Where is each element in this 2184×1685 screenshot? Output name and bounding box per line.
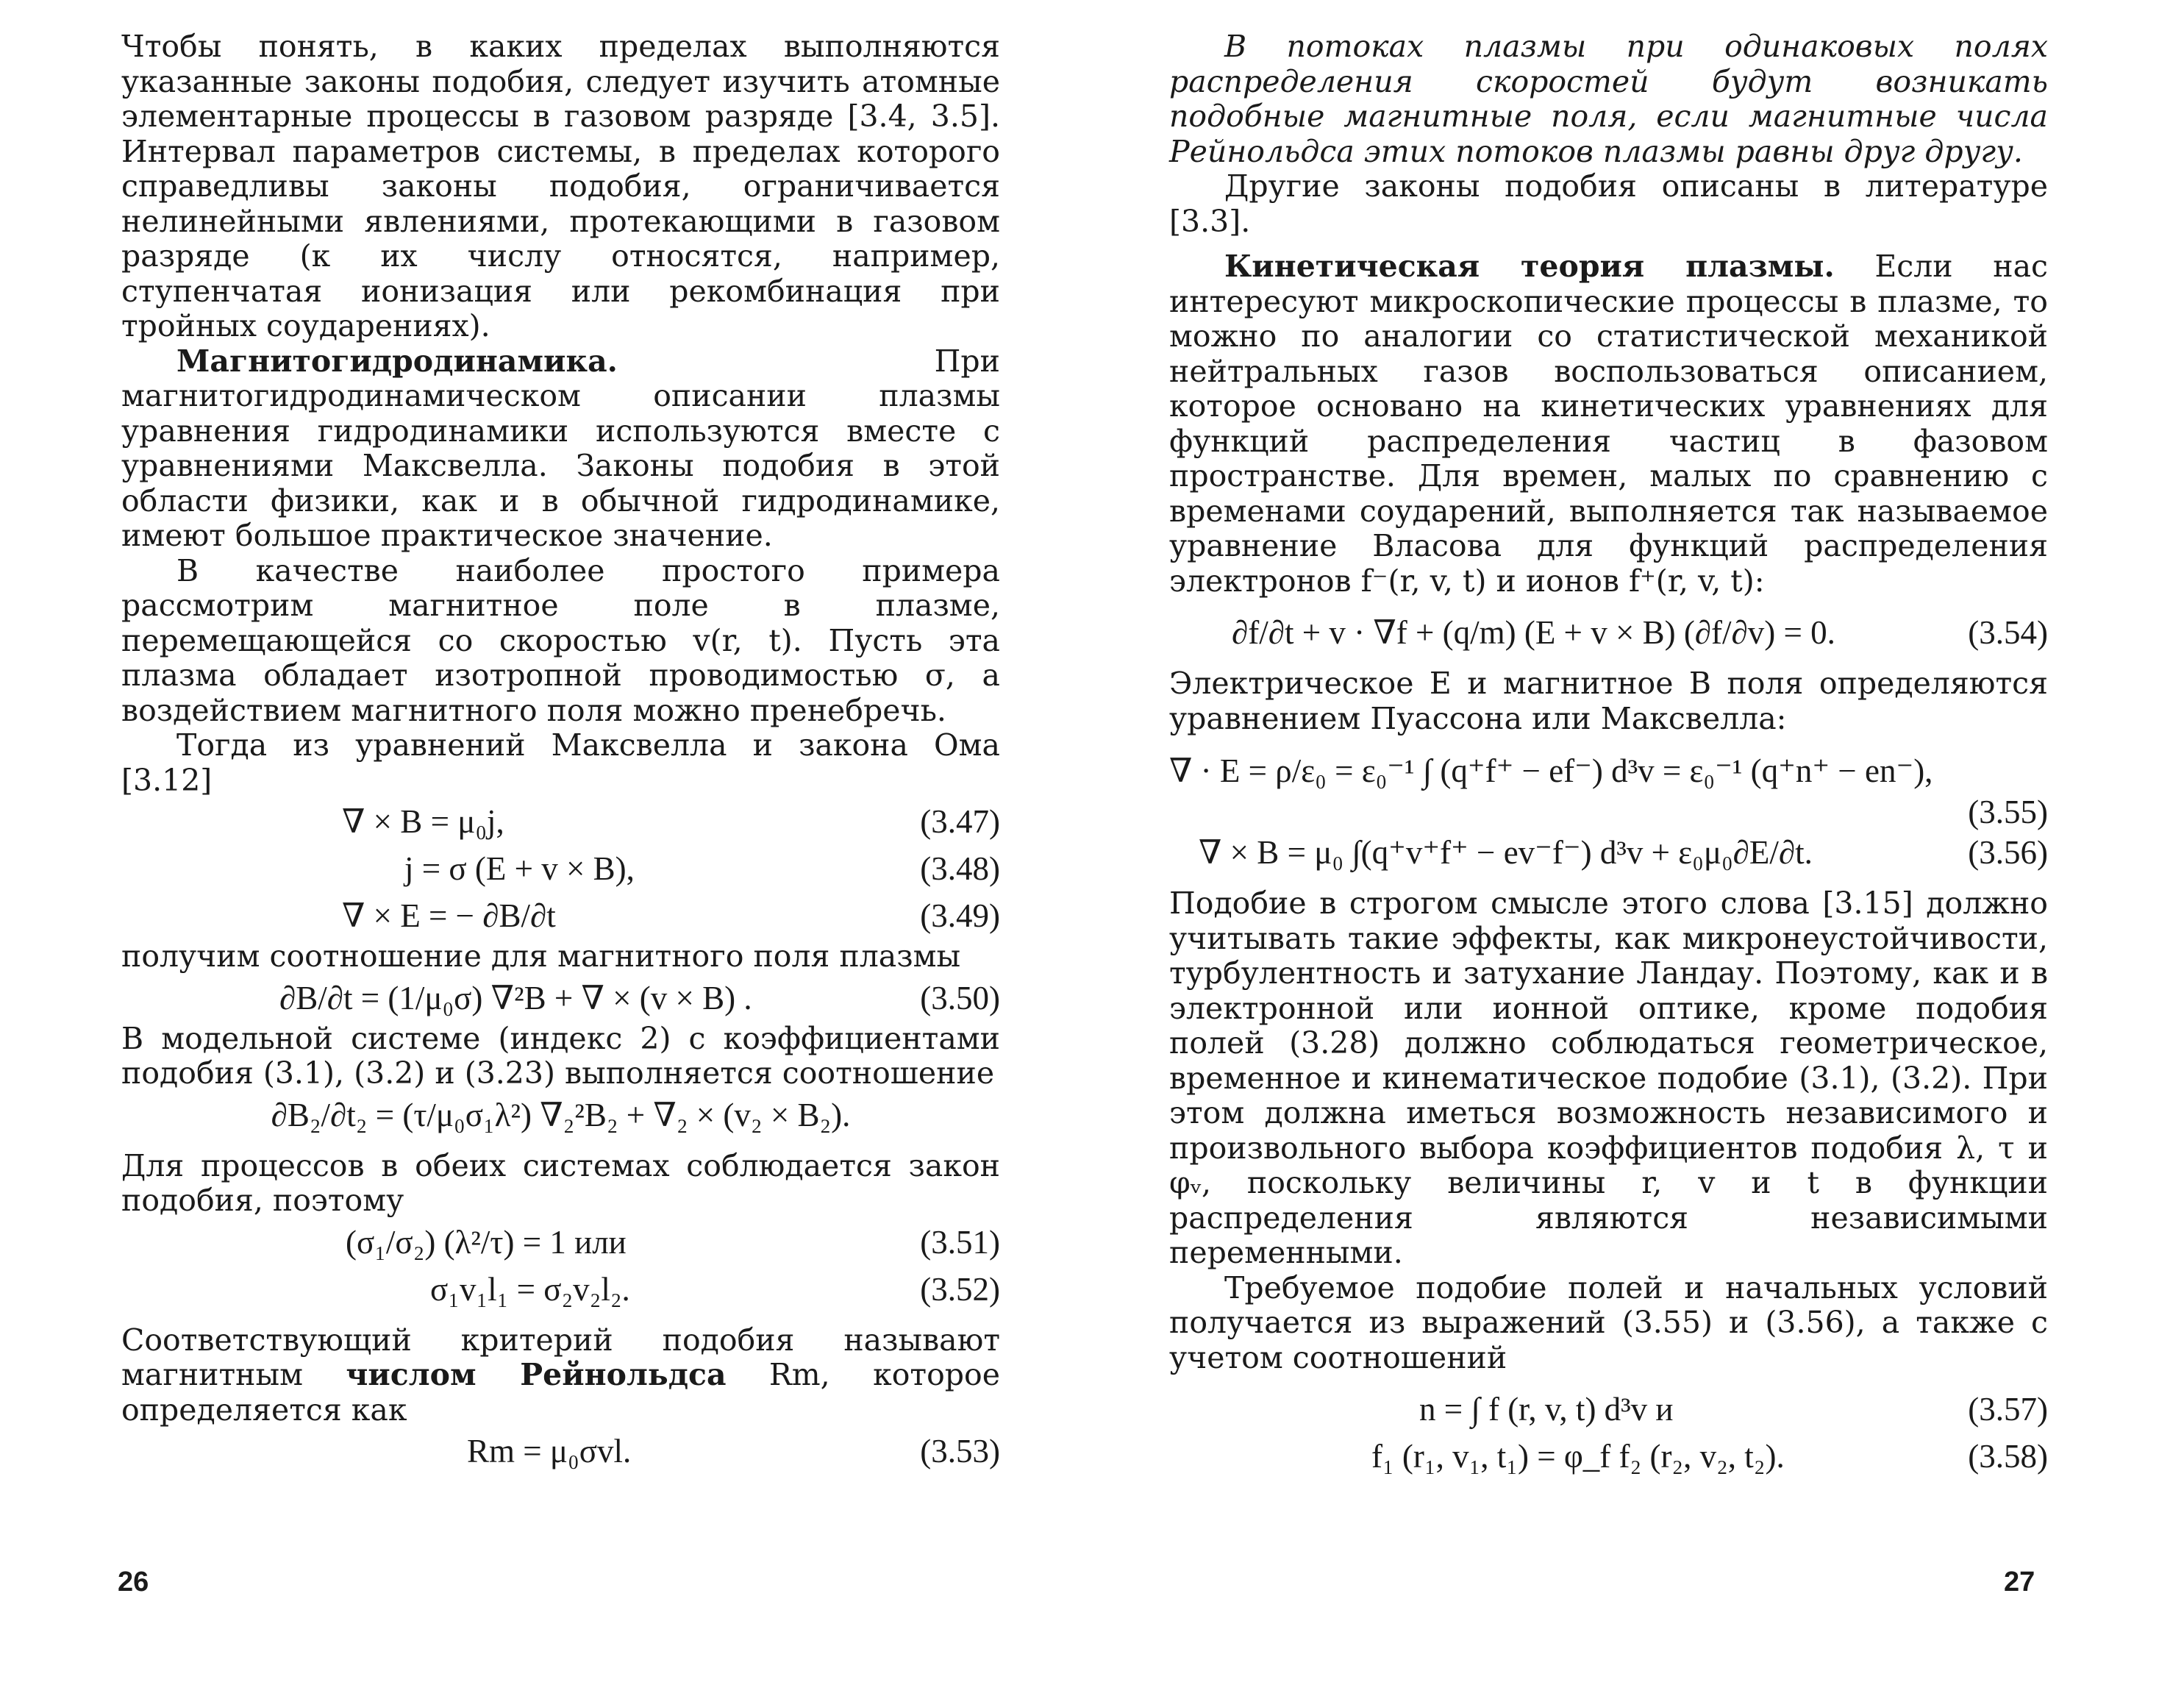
equation-number: (3.54) xyxy=(1968,614,2048,651)
reynolds-text-a: Соответствующий критерий подобия называют магнитным xyxy=(121,1322,1000,1392)
equation-number: (3.57) xyxy=(1968,1391,2048,1428)
equation-formula: ∇ × B = μ₀j, xyxy=(342,803,504,840)
paragraph-maxwell-ohm: Тогда из уравнений Максвелла и закона Ома [3.12] xyxy=(121,727,1000,798)
equation-formula: Rm = μ₀σvl. xyxy=(467,1433,632,1470)
heading-mhd: Магнитогидродинамика. xyxy=(176,343,618,379)
equation-formula: ∇ × B = μ₀ ∫(q⁺v⁺f⁺ − ev⁻f⁻) d³v + ε₀μ₀∂E/∂t. xyxy=(1199,834,1813,871)
equation-number: (3.53) xyxy=(920,1433,1000,1470)
left-page xyxy=(121,29,1000,1475)
equation-number: (3.52) xyxy=(920,1270,1000,1308)
page-number-right: 27 xyxy=(2004,1567,2035,1597)
equation-number: (3.49) xyxy=(920,897,1000,934)
equation-formula: f₁ (r₁, v₁, t₁) = φ_f f₂ (r₂, v₂, t₂). xyxy=(1371,1438,1785,1475)
equation-formula: ∂B₂/∂t₂ = (τ/μ₀σ₁λ²) ∇₂²B₂ + ∇₂ × (v₂ × B₂). xyxy=(271,1096,851,1133)
paragraph-resulting-relation: получим соотношение для магнитного поля плазмы xyxy=(121,938,961,974)
equation-3-54 xyxy=(1169,609,2048,656)
equation-number: (3.47) xyxy=(920,803,1000,840)
equation-3-55 xyxy=(1169,747,2048,829)
reynolds-text-b: Rm, которое определяется как xyxy=(121,1357,1000,1428)
equation-formula: ∇ × E = − ∂B/∂t xyxy=(342,897,556,934)
equation-3-57 xyxy=(1169,1386,2048,1433)
equation-3-49 xyxy=(121,892,1000,939)
heading-kinetic-theory: Кинетическая теория плазмы. xyxy=(1224,249,1835,284)
paragraph-reynolds-number xyxy=(121,1323,1000,1428)
equation-number: (3.55) xyxy=(1968,794,2048,830)
equation-3-58 xyxy=(1169,1433,2048,1480)
reynolds-term: числом Рейнольдса xyxy=(346,1357,727,1392)
equation-number: (3.58) xyxy=(1968,1438,2048,1475)
equation-number: (3.51) xyxy=(920,1223,1000,1261)
paragraph-kinetic-theory xyxy=(1169,249,2048,599)
equation-3-48 xyxy=(121,845,1000,892)
equation-3-51 xyxy=(121,1219,1000,1266)
kinetic-text: Если нас интересуют микроскопические процессы в плазме, то можно по аналогии со статистической механикой нейтральных газов воспользоваться описанием, которое основано на кинетических уравнениях для функций распределения частиц в фазовом пространстве. Для времен, малых по сравнению с временами соударений, выполняется так называемое уравнение Власова для функций распределения электронов f⁻(r, v, t) и ионов f⁺(r, v, t): xyxy=(1169,249,2048,599)
page-number-left: 26 xyxy=(118,1567,149,1597)
paragraph-atomic-processes: Чтобы понять, в каких пределах выполняются указанные законы подобия, следует изучить атомные элементарные процессы в газовом разряде [3.4, 3.5]. Интервал параметров системы, в пределах которого справедливы законы подобия, ограничивается нелинейными явлениями, протекающими в газовом разряде (к их числу относятся, например, ступенчатая ионизация или рекомбинация при тройных соударениях). xyxy=(121,29,1000,343)
equation-formula: ∂B/∂t = (1/μ₀σ) ∇²B + ∇ × (v × B) . xyxy=(279,979,752,1016)
equation-3-47 xyxy=(121,798,1000,845)
equation-3-53 xyxy=(121,1428,1000,1475)
paragraph-other-laws: Другие законы подобия описаны в литературе [3.3]. xyxy=(1169,168,2048,239)
equation-formula: ∇ · E = ρ/ε₀ = ε₀⁻¹ ∫ (q⁺f⁺ − ef⁻) d³v = ε₀⁻¹ (q⁺n⁺ − en⁻), xyxy=(1169,752,1933,789)
paragraph-both-systems: Для процессов в обеих системах соблюдается закон подобия, поэтому xyxy=(121,1147,1000,1218)
paragraph-fields: Электрическое E и магнитное B поля определяются уравнением Пуассона или Максвелла: xyxy=(1169,666,2048,736)
paragraph-model-system: В модельной системе (индекс 2) с коэффициентами подобия (3.1), (3.2) и (3.23) выполняется соотношение xyxy=(121,1020,1000,1091)
equation-3-56 xyxy=(1169,829,2048,876)
equation-number: (3.48) xyxy=(920,850,1000,887)
equation-model-system xyxy=(121,1091,1000,1139)
paragraph-mhd xyxy=(121,344,1000,554)
right-page xyxy=(1169,29,2048,1480)
equation-formula: n = ∫ f (r, v, t) d³v и xyxy=(1419,1391,1674,1428)
equation-number: (3.56) xyxy=(1968,834,2048,871)
equation-3-52 xyxy=(121,1266,1000,1313)
paragraph-example: В качестве наиболее простого примера рассмотрим магнитное поле в плазме, перемещающейся со скоростью v(r, t). Пусть эта плазма обладает изотропной проводимостью σ, а воздействием магнитного поля можно пренебречь. xyxy=(121,552,1000,728)
equation-number: (3.50) xyxy=(920,979,1000,1016)
paragraph-required-similarity: Требуемое подобие полей и начальных условий получается из выражений (3.55) и (3.56), а также с учетом соотношений xyxy=(1169,1269,2048,1375)
paragraph-italic-conclusion: В потоках плазмы при одинаковых полях распределения скоростей будут возникать подобные магнитные поля, если магнитные числа Рейнольдса этих потоков плазмы равны друг другу. xyxy=(1169,29,2048,169)
paragraph-strict-similarity: Подобие в строгом смысле этого слова [3.15] должно учитывать такие эффекты, как микронеустойчивости, турбулентность и затухание Ландау. Поэтому, как и в электронной или ионной оптике, кроме подобия полей (3.28) должно соблюдаться геометрическое, временное и кинематическое подобие (3.1), (3.2). При этом должна иметься возможность независимого и произвольного выбора коэффициентов подобия λ, τ и φᵥ, поскольку величины r, v и t в функции распределения являются независимыми переменными. xyxy=(1169,886,2048,1270)
equation-formula: σ₁v₁l₁ = σ₂v₂l₂. xyxy=(430,1270,630,1308)
mhd-text: При магнитогидродинамическом описании плазмы уравнения гидродинамики используются вместе с уравнениями Максвелла. Законы подобия в этой области физики, как и в обычной гидродинамике, имеют большое практическое значение. xyxy=(121,343,1000,553)
equation-3-50 xyxy=(121,975,1000,1022)
equation-formula: ∂f/∂t + v · ∇f + (q/m) (E + v × B) (∂f/∂v) = 0. xyxy=(1232,614,1835,651)
equation-formula: j = σ (E + v × B), xyxy=(404,850,635,887)
equation-formula: (σ₁/σ₂) (λ²/τ) = 1 или xyxy=(346,1223,627,1261)
